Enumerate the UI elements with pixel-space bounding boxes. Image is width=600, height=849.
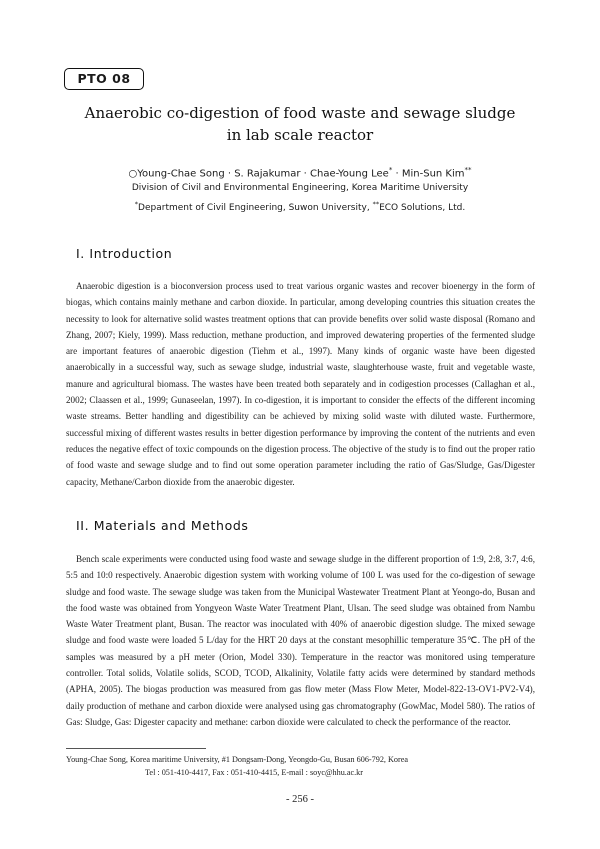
section-heading-introduction: I. Introduction [76,246,173,261]
authors-part-2: · Min-Sun Kim [392,168,465,180]
affiliation-line-2 [40,198,560,214]
footnote-address: Young-Chae Song, Korea maritime University, #1 Dongsam-Dong, Yeongdo-Gu, Busan 606-792, Korea [66,755,409,764]
presenter-marker: ○ [128,168,138,180]
author-list [40,164,560,180]
paper-title-line-1: Anaerobic co-digestion of food waste and sewage sludge [84,104,516,122]
author-sup-2: ** [464,166,472,174]
author-sup-1: * [388,166,393,174]
affiliation-line-1: Division of Civil and Environmental Engineering, Korea Maritime University [131,183,469,193]
authors-part-1: Young-Chae Song · S. Rajakumar · Chae-Young Lee [137,168,389,180]
affiliation-part-2: ECO Solutions, Ltd. [379,203,466,213]
session-badge: PTO 08 [64,68,144,90]
affiliation-sup-1: * [134,200,139,208]
affiliation-part-1: Department of Civil Engineering, Suwon University, [138,203,373,213]
footnote-rule [66,748,206,749]
section-heading-methods: II. Materials and Methods [76,518,249,533]
page-number: - 256 - [286,794,314,805]
paper-title-line-2: in lab scale reactor [226,126,374,144]
introduction-text: Anaerobic digestion is a bioconversion process used to treat various organic wastes and recover bioenergy in the form of biogas, which contains mainly methane and carbon dioxide. In particular, among developing countries this situation creates the necessity to look for alternative solid wastes treatment options that can provide benefits over solid waste disposal (Romano and Zhang, 2007; Kiely, 1999). Mass reduction, methane production, and improved dewatering properties of the fermented sludge are important features of anaerobic digestion (Tiehm et al., 1997). Many kinds of organic waste have been digested anaerobically in a successful way, such as sewage sludge, industrial waste, slaughterhouse waste, fruit and vegetable waste, manure and agricultural biomass. The wastes have been treated both separately and in codigestion processes (Callaghan et al., 2002; Claassen et al., 1999; Gunaseelan, 1997). In co-digestion, it is important to consider the effects of the different incoming waste streams. Better handling and digestibility can be achieved by mixing solid waste with diluted waste. Furthermore, successful mixing of different wastes results in better digestion performance by improving the content of the nutrients and even reduces the negative effect of toxic compounds on the digestion process. The objective of the study is to find out the proper ratio of food waste and sewage sludge and to find out some operation parameter including the ratio of Gas/Sludge, Gas/Digester capacity, Methane/Carbon dioxide from the anaerobic digester. [66,281,535,487]
introduction-paragraph [66,278,535,490]
footnote-contact: Tel : 051-410-4417, Fax : 051-410-4415, E-mail : soyc@hhu.ac.kr [145,768,363,777]
affiliation-sup-2: ** [372,200,380,208]
methods-text: Bench scale experiments were conducted using food waste and sewage sludge in the different proportion of 1:9, 2:8, 3:7, 4:6, 5:5 and 10:0 respectively. Anaerobic digestion system with working volume of 100 L was used for the co-digestion of sewage sludge and food waste. The sewage sludge was taken from the Municipal Wastewater Treatment Plant at Yeongo-do, Busan and the food waste was obtained from Yongyeon Waste Water Treatment Plant, Ulsan. The seed sludge was obtained from Nambu Waste Water Treatment plant, Busan. The reactor was inoculated with 40% of anaerobic digestion sludge. The mixed sewage sludge and food waste were loaded 5 L/day for the HRT 20 days at the constant mesophillic temperature 35℃. The pH of the samples was measured by a pH meter (Orion, Model 330). Temperature in the reactor was monitored using temperature controller. Total solids, Volatile solids, SCOD, TCOD, Alkalinity, Volatile fatty acids were determined by standard methods (APHA, 2005). The biogas production was measured from gas flow meter (Mass Flow Meter, Model-822-13-OV1-PV2-V4), daily production of methane and carbon dioxide were analysed using gas chromatography (GowMac, Model 580). The ratios of Gas: Sludge, Gas: Digester capacity and methane: carbon dioxide were calculated to check the performance of the reactor. [66,554,535,727]
methods-paragraph [66,551,535,730]
